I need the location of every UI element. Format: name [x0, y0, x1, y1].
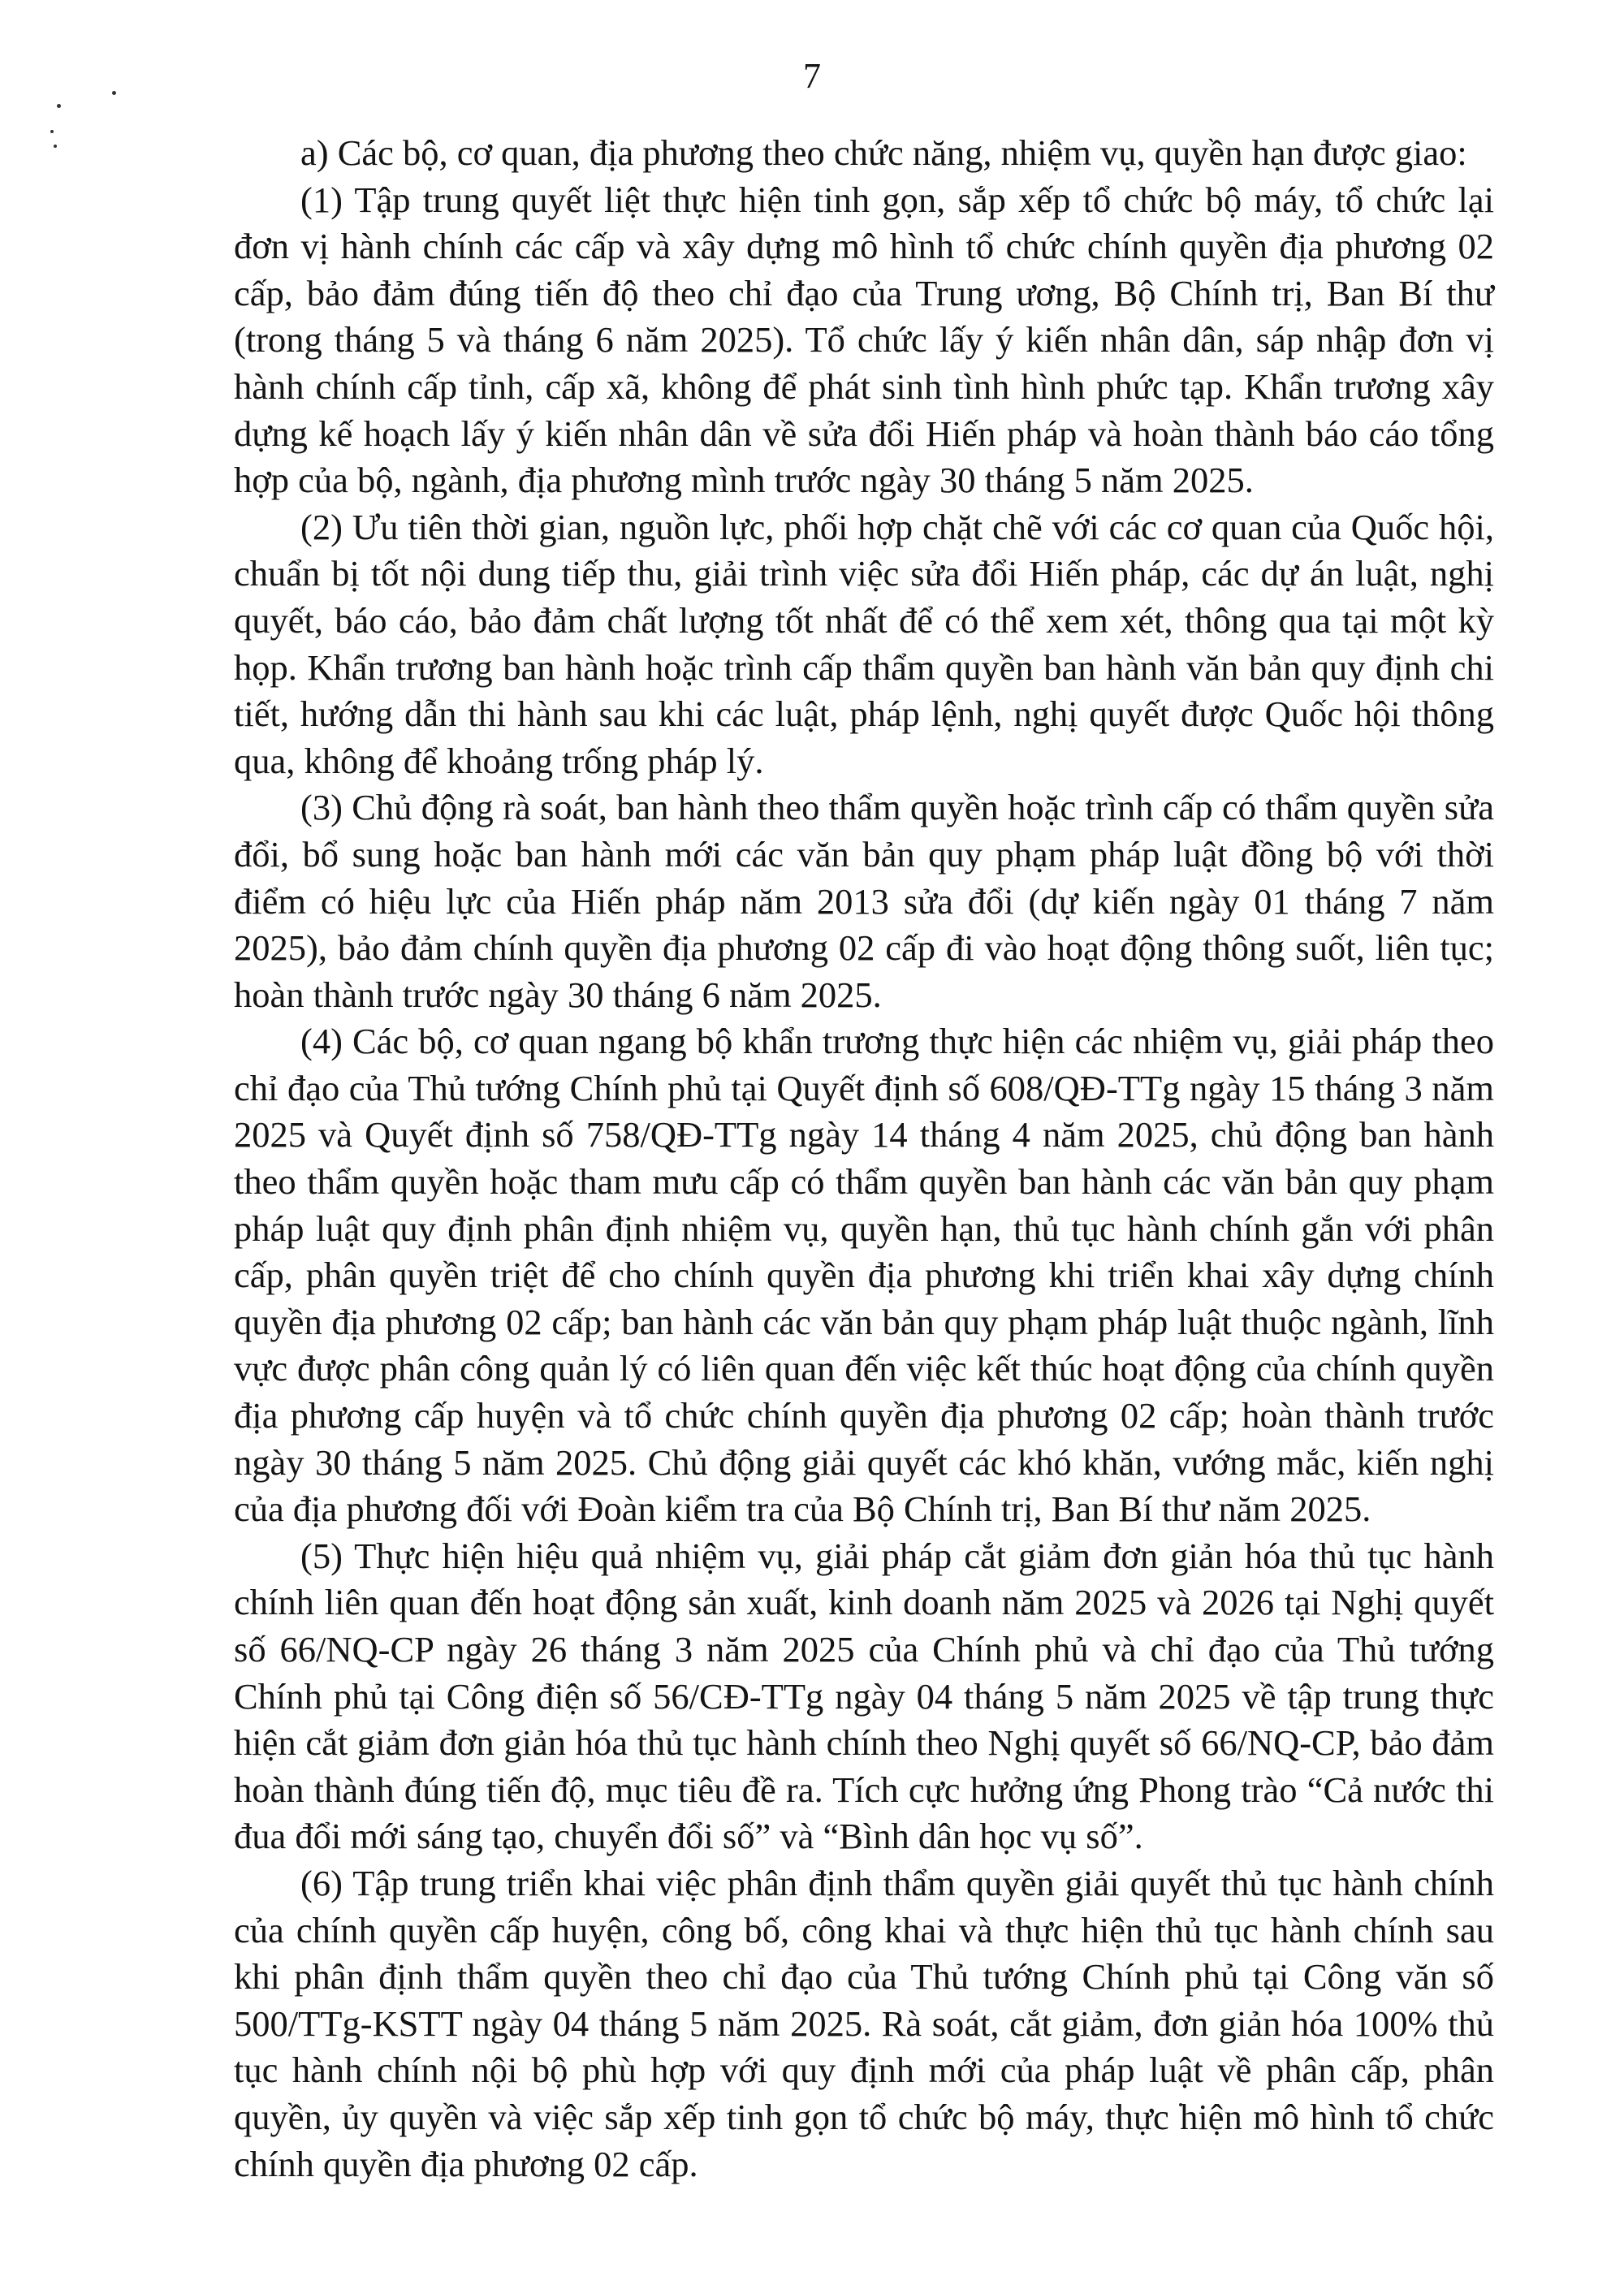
scan-speck [57, 104, 61, 108]
paragraph-4: (4) Các bộ, cơ quan ngang bộ khẩn trương thực hiện các nhiệm vụ, giải pháp theo chỉ đạo của Thủ tướng Chính phủ tại Quyết định số 608/QĐ-TTg ngày 15 tháng 3 năm 2025 và Quyết định số 758/QĐ-TTg ngày 14 tháng 4 năm 2025, chủ động ban hành theo thẩm quyền hoặc tham mưu cấp có thẩm quyền ban hành các văn bản quy phạm pháp luật quy định phân định nhiệm vụ, quyền hạn, thủ tục hành chính gắn với phân cấp, phân quyền triệt để cho chính quyền địa phương khi triển khai xây dựng chính quyền địa phương 02 cấp; ban hành các văn bản quy phạm pháp luật thuộc ngành, lĩnh vực được phân công quản lý có liên quan đến việc kết thúc hoạt động của chính quyền địa phương cấp huyện và tổ chức chính quyền địa phương 02 cấp; hoàn thành trước ngày 30 tháng 5 năm 2025. Chủ động giải quyết các khó khăn, vướng mắc, kiến nghị của địa phương đối với Đoàn kiểm tra của Bộ Chính trị, Ban Bí thư năm 2025. [234, 1021, 1494, 1530]
document-body [234, 130, 1494, 2188]
scan-speck [54, 145, 57, 148]
section-heading-a: a) Các bộ, cơ quan, địa phương theo chức năng, nhiệm vụ, quyền hạn được giao: [300, 132, 1467, 173]
scan-speck [112, 91, 116, 95]
paragraph-1: (1) Tập trung quyết liệt thực hiện tinh gọn, sắp xếp tổ chức bộ máy, tổ chức lại đơn vị hành chính các cấp và xây dựng mô hình tổ chức chính quyền địa phương 02 cấp, bảo đảm đúng tiến độ theo chỉ đạo của Trung ương, Bộ Chính trị, Ban Bí thư (trong tháng 5 và tháng 6 năm 2025). Tổ chức lấy ý kiến nhân dân, sáp nhập đơn vị hành chính cấp tỉnh, cấp xã, không để phát sinh tình hình phức tạp. Khẩn trương xây dựng kế hoạch lấy ý kiến nhân dân về sửa đổi Hiến pháp và hoàn thành báo cáo tổng hợp của bộ, ngành, địa phương mình trước ngày 30 tháng 5 năm 2025. [234, 179, 1494, 501]
paragraph-3: (3) Chủ động rà soát, ban hành theo thẩm quyền hoặc trình cấp có thẩm quyền sửa đổi, bổ sung hoặc ban hành mới các văn bản quy phạm pháp luật đồng bộ với thời điểm có hiệu lực của Hiến pháp năm 2013 sửa đổi (dự kiến ngày 01 tháng 7 năm 2025), bảo đảm chính quyền địa phương 02 cấp đi vào hoạt động thông suốt, liên tục; hoàn thành trước ngày 30 tháng 6 năm 2025. [234, 787, 1494, 1015]
page-number: 7 [803, 56, 821, 96]
paragraph-2: (2) Ưu tiên thời gian, nguồn lực, phối hợp chặt chẽ với các cơ quan của Quốc hội, chuẩn bị tốt nội dung tiếp thu, giải trình việc sửa đổi Hiến pháp, các dự án luật, nghị quyết, báo cáo, bảo đảm chất lượng tốt nhất để có thể xem xét, thông qua tại một kỳ họp. Khẩn trương ban hành hoặc trình cấp thẩm quyền ban hành văn bản quy định chi tiết, hướng dẫn thi hành sau khi các luật, pháp lệnh, nghị quyết được Quốc hội thông qua, không để khoảng trống pháp lý. [234, 506, 1494, 781]
paragraph-6: (6) Tập trung triển khai việc phân định thẩm quyền giải quyết thủ tục hành chính của chính quyền cấp huyện, công bố, công khai và thực hiện thủ tục hành chính sau khi phân định thẩm quyền theo chỉ đạo của Thủ tướng Chính phủ tại Công văn số 500/TTg-KSTT ngày 04 tháng 5 năm 2025. Rà soát, cắt giảm, đơn giản hóa 100% thủ tục hành chính nội bộ phù hợp với quy định mới của pháp luật về phân cấp, phân quyền, ủy quyền và việc sắp xếp tinh gọn tổ chức bộ máy, thực hiện mô hình tổ chức chính quyền địa phương 02 cấp. [234, 1862, 1494, 2184]
paragraph-5: (5) Thực hiện hiệu quả nhiệm vụ, giải pháp cắt giảm đơn giản hóa thủ tục hành chính liên quan đến hoạt động sản xuất, kinh doanh năm 2025 và 2026 tại Nghị quyết số 66/NQ-CP ngày 26 tháng 3 năm 2025 của Chính phủ và chỉ đạo của Thủ tướng Chính phủ tại Công điện số 56/CĐ-TTg ngày 04 tháng 5 năm 2025 về tập trung thực hiện cắt giảm đơn giản hóa thủ tục hành chính theo Nghị quyết số 66/NQ-CP, bảo đảm hoàn thành đúng tiến độ, mục tiêu đề ra. Tích cực hưởng ứng Phong trào “Cả nước thi đua đổi mới sáng tạo, chuyển đổi số” và “Bình dân học vụ số”. [234, 1535, 1494, 1857]
scan-speck [50, 130, 54, 133]
